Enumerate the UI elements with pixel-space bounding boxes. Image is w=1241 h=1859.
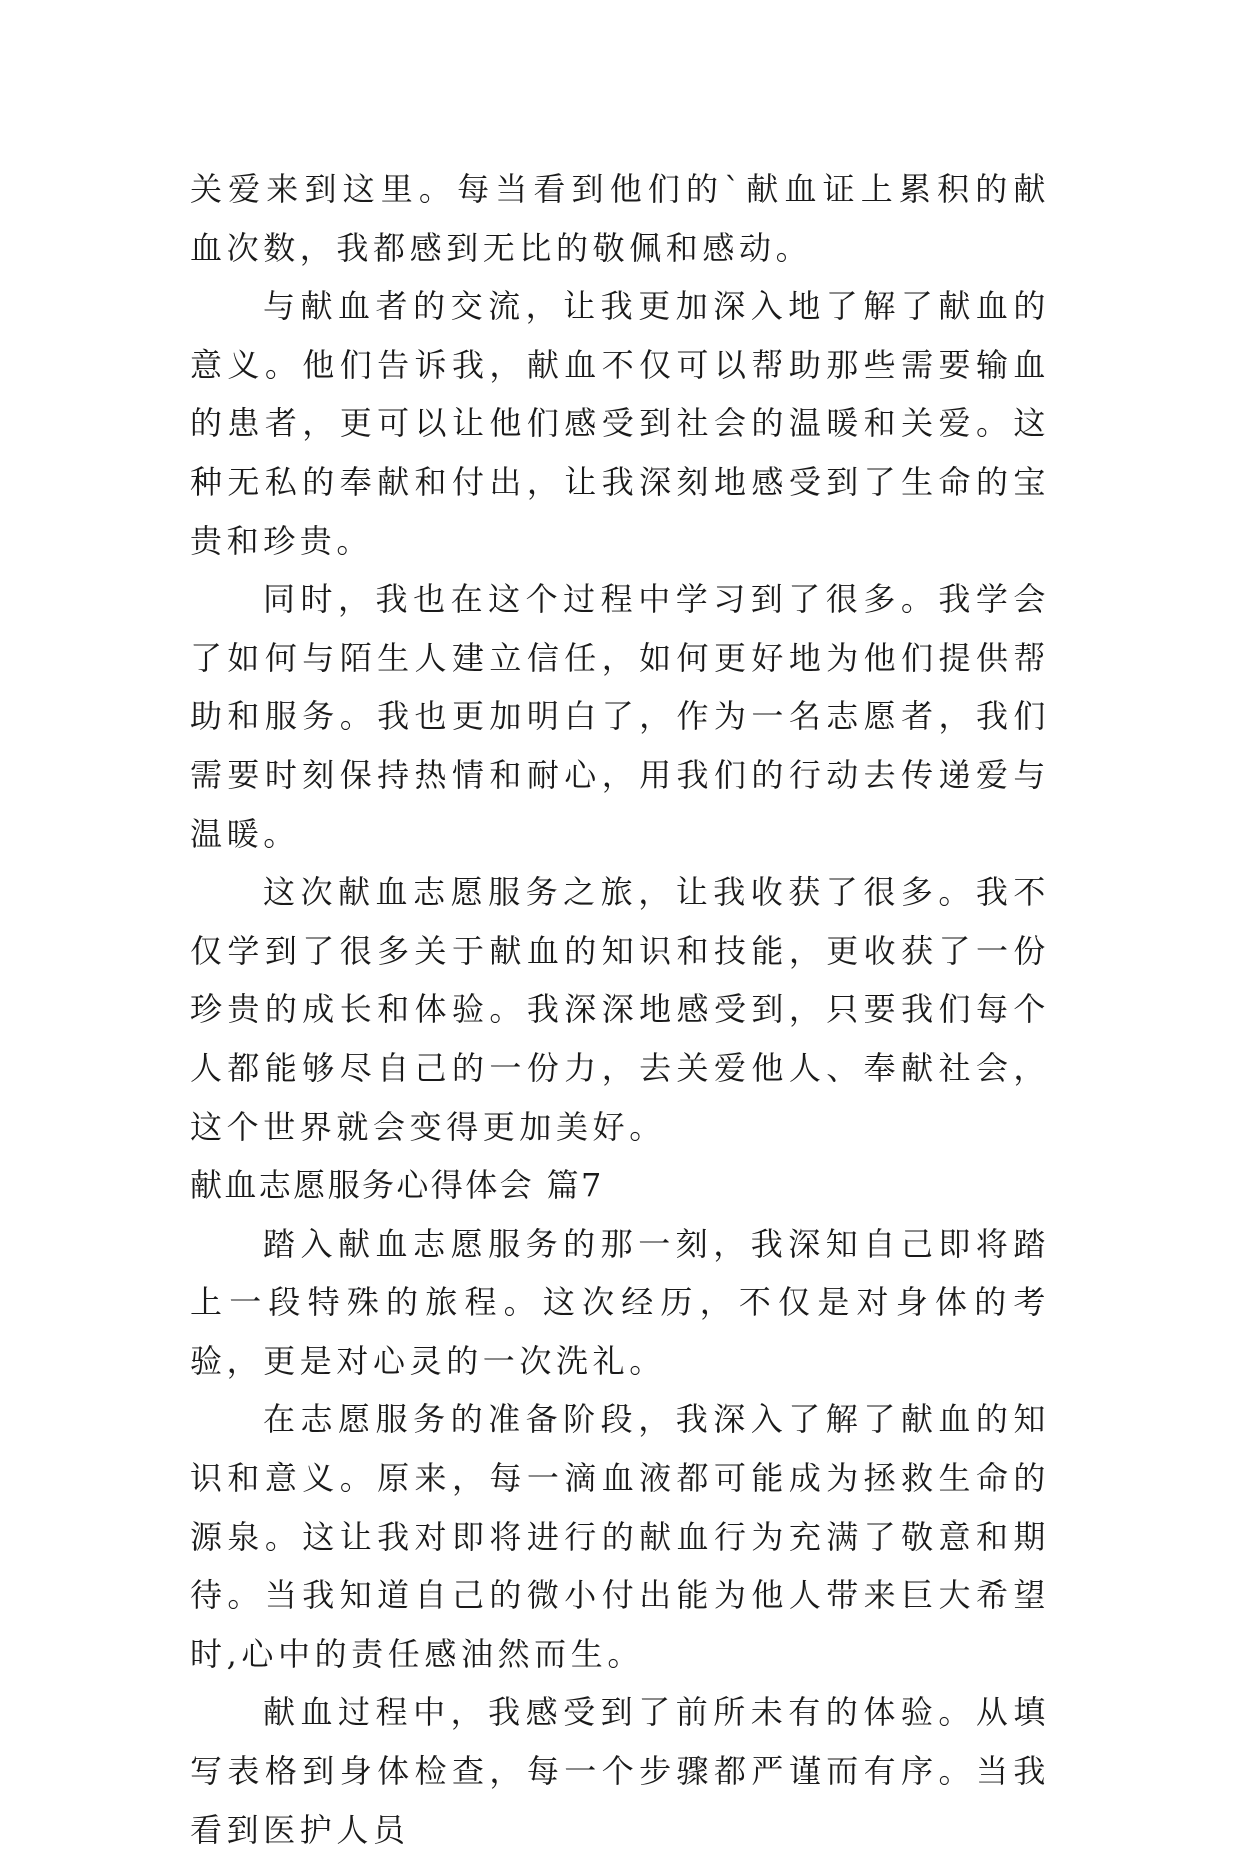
section-heading: 献血志愿服务心得体会 篇7 (190, 1166, 604, 1205)
document-body (190, 160, 1050, 1859)
paragraph-6: 在志愿服务的准备阶段，我深入了解了献血的知识和意义。原来，每一滴血液都可能成为拯救生命的源泉。这让我对即将进行的献血行为充满了敬意和期待。当我知道自己的微小付出能为他人带来巨大希望时,心中的责任感油然而生。 (190, 1400, 1050, 1673)
paragraph-2: 与献血者的交流，让我更加深入地了解了献血的意义。他们告诉我，献血不仅可以帮助那些需要输血的患者，更可以让他们感受到社会的温暖和关爱。这种无私的奉献和付出，让我深刻地感受到了生命的宝贵和珍贵。 (190, 287, 1050, 560)
paragraph-5: 踏入献血志愿服务的那一刻，我深知自己即将踏上一段特殊的旅程。这次经历，不仅是对身体的考验，更是对心灵的一次洗礼。 (190, 1224, 1050, 1380)
paragraph-3: 同时，我也在这个过程中学习到了很多。我学会了如何与陌生人建立信任，如何更好地为他们提供帮助和服务。我也更加明白了，作为一名志愿者，我们需要时刻保持热情和耐心，用我们的行动去传递爱与温暖。 (190, 580, 1050, 853)
paragraph-7: 献血过程中，我感受到了前所未有的体验。从填写表格到身体检查，每一个步骤都严谨而有序。当我看到医护人员 (190, 1693, 1050, 1849)
paragraph-1: 关爱来到这里。每当看到他们的`献血证上累积的献血次数，我都感到无比的敬佩和感动。 (190, 170, 1050, 267)
paragraph-4: 这次献血志愿服务之旅，让我收获了很多。我不仅学到了很多关于献血的知识和技能，更收获了一份珍贵的成长和体验。我深深地感受到，只要我们每个人都能够尽自己的一份力，去关爱他人、奉献社会，这个世界就会变得更加美好。 (190, 873, 1050, 1146)
